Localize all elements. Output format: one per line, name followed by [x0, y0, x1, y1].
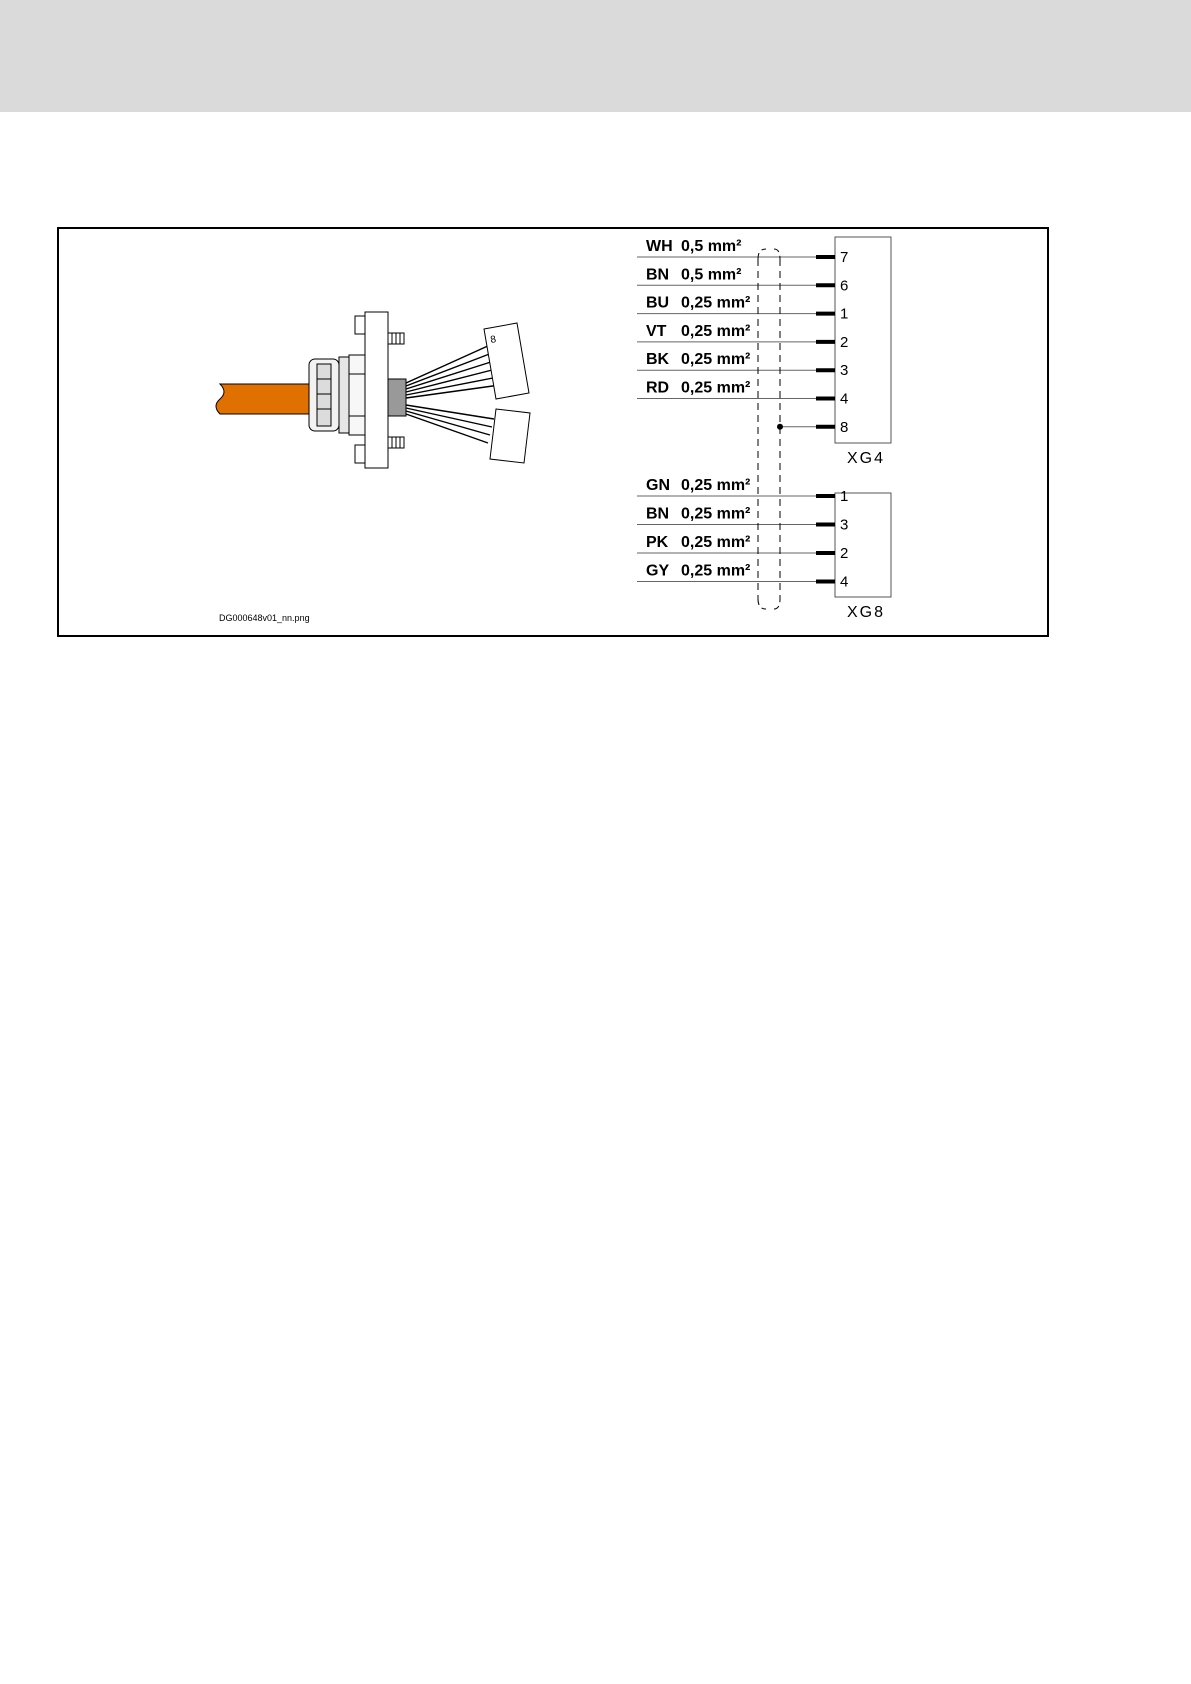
pin-number-label: 4 — [840, 390, 849, 408]
pin-number-label: 7 — [840, 249, 849, 266]
pin-number-label: 1 — [840, 305, 849, 323]
illustration-connector-xg4 — [484, 323, 529, 399]
wire-color-label: PK — [646, 534, 669, 551]
illustration-connector-mark: 8 — [489, 334, 497, 346]
wire-cross-section-label: 0,5 mm² — [681, 238, 742, 255]
shield-curve-bottom-left — [758, 599, 766, 609]
pin-number-label: 1 — [840, 488, 849, 505]
wire-color-label: WH — [646, 238, 673, 255]
pin-number-label: 2 — [840, 545, 849, 562]
orange-cable — [216, 384, 311, 414]
wire-color-label: GN — [646, 477, 670, 494]
wire-cross-section-label: 0,5 mm² — [681, 266, 742, 284]
wire-color-label: VT — [646, 322, 667, 340]
shield-curve-bottom-right — [774, 599, 780, 609]
wire-color-label: GY — [646, 562, 670, 580]
cable-gland — [309, 355, 367, 435]
wire-cross-section-label: 0,25 mm² — [681, 477, 751, 494]
wire-cross-section-label: 0,25 mm² — [681, 294, 751, 312]
connector-name-xg8: XG8 — [847, 604, 886, 621]
page-header-band — [0, 0, 1191, 112]
figure-filename: DG000648v01_nn.png — [219, 613, 310, 623]
wiring-schematic — [637, 237, 891, 621]
wire-cross-section-label: 0,25 mm² — [681, 505, 751, 523]
wire-cross-section-label: 0,25 mm² — [681, 379, 751, 397]
connector-name-xg4: XG4 — [847, 450, 886, 467]
pin-number-label: 3 — [840, 362, 849, 380]
wire-color-label: BK — [646, 351, 670, 369]
pin-number-label: 3 — [840, 516, 849, 534]
shield-pin-label: 8 — [840, 418, 849, 436]
wiring-figure — [57, 227, 1049, 637]
wire-cross-section-label: 0,25 mm² — [681, 562, 751, 580]
wire-cross-section-label: 0,25 mm² — [681, 534, 751, 551]
wire-cross-section-label: 0,25 mm² — [681, 322, 751, 340]
wire-color-label: BN — [646, 505, 670, 523]
wiring-figure-svg — [59, 229, 1047, 635]
pin-number-label: 2 — [840, 333, 849, 351]
wire-color-label: BU — [646, 294, 670, 312]
pin-number-label: 6 — [840, 277, 849, 295]
fanned-wires — [406, 345, 500, 443]
cable-illustration — [216, 312, 530, 468]
wire-cross-section-label: 0,25 mm² — [681, 351, 751, 369]
illustration-connector-xg8 — [490, 409, 530, 463]
wire-color-label: RD — [646, 379, 670, 397]
pin-number-label: 4 — [840, 573, 849, 591]
wire-color-label: BN — [646, 266, 670, 284]
